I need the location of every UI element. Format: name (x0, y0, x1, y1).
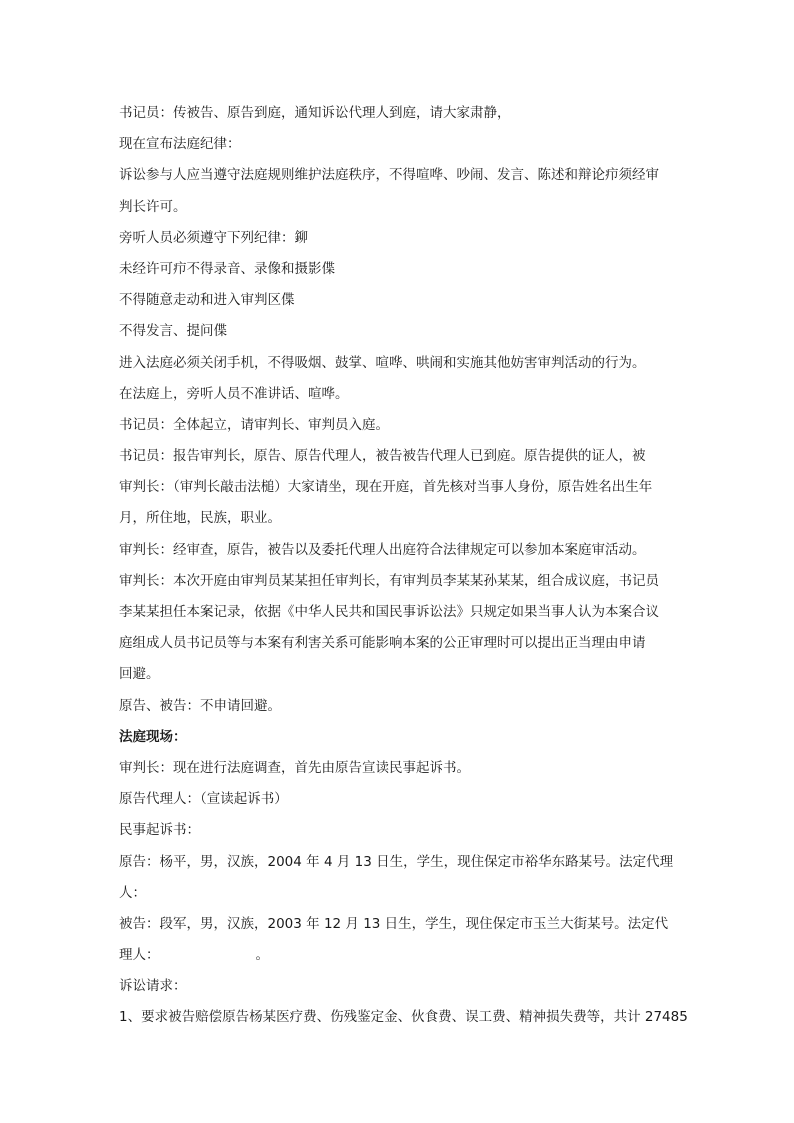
text-line-9: 进入法庭必须关闭手机，不得吸烟、鼓掌、喧哗、哄闹和实施其他妨害审判活动的行为。 (119, 354, 646, 371)
text-line-15: 审判长：经审查，原告，被告以及委托代理人出庭符合法律规定可以参加本案庭审活动。 (119, 541, 646, 558)
text-line-19: 回避。 (119, 666, 160, 683)
text-line-16: 审判长：本次开庭由审判员某某担任审判长，有审判员李某某孙某某，组合成议庭，书记员 (119, 572, 659, 589)
blank-end-mark: 。 (255, 947, 269, 964)
text-line-3: 诉讼参与人应当遵守法庭规则维护法庭秩序，不得喧哗、吵闹、发言、陈述和辩论疖须经审 (119, 167, 659, 184)
text-line-7: 不得随意走动和进入审判区偞 (119, 292, 295, 309)
text-line-10: 在法庭上，旁听人员不准讲话、喧哗。 (119, 385, 349, 402)
text-line-26: 人： (119, 884, 146, 901)
document-body (119, 98, 688, 1034)
text-line-22: 审判长：现在进行法庭调查，首先由原告宣读民事起诉书。 (119, 759, 470, 776)
text-line-28 (119, 940, 679, 971)
text-line-2: 现在宣布法庭纪律： (119, 136, 241, 153)
text-line-1: 书记员：传被告、原告到庭，通知诉讼代理人到庭，请大家肃静， (119, 105, 511, 121)
text-line-25: 原告：杨平，男，汉族，2004 年 4 月 13 日生，学生，现住保定市裕华东路某号。法定代理 (119, 853, 674, 870)
text-line-23: 原告代理人：（宣读起诉书） (119, 791, 288, 808)
section-heading: 法庭现场： (119, 728, 187, 745)
text-line-20: 原告、被告：不申请回避。 (119, 697, 281, 714)
text-line-5: 旁听人员必须遵守下列纪律：鉚 (119, 229, 308, 246)
guardian-label: 理人： (119, 947, 160, 964)
text-line-12: 书记员：报告审判长，原告、原告代理人，被告被告代理人已到庭。原告提供的证人，被 (119, 448, 646, 465)
text-line-17: 李某某担任本案记录，依据《中华人民共和国民事诉讼法》只规定如果当事人认为本案合议 (119, 604, 659, 620)
text-line-27: 被告：段军，男，汉族，2003 年 12 月 13 日生，学生，现住保定市玉兰大街某号。法定代 (119, 915, 669, 932)
text-line-13: 审判长：（审判长敲击法槌）大家请坐，现在开庭，首先核对当事人身份，原告姓名出生年 (119, 479, 653, 496)
text-line-8: 不得发言、提问偞 (119, 323, 227, 340)
text-line-18: 庭组成人员书记员等与本案有利害关系可能影响本案的公正审理时可以提出正当理由申请 (119, 635, 646, 652)
text-line-29: 诉讼请求： (119, 978, 187, 995)
text-line-11: 书记员：全体起立，请审判长、审判员入庭。 (119, 416, 389, 433)
text-line-6: 未经许可疖不得录音、录像和摄影偞 (119, 260, 335, 277)
text-line-14: 月，所住地，民族，职业。 (119, 510, 281, 527)
text-line-30: 1、要求被告赔偿原告杨某医疗费、伤残鉴定金、伙食费、误工费、精神损失费等，共计 27485 (119, 1009, 688, 1026)
text-line-4: 判长许可。 (119, 198, 187, 215)
text-line-24: 民事起诉书： (119, 822, 200, 839)
